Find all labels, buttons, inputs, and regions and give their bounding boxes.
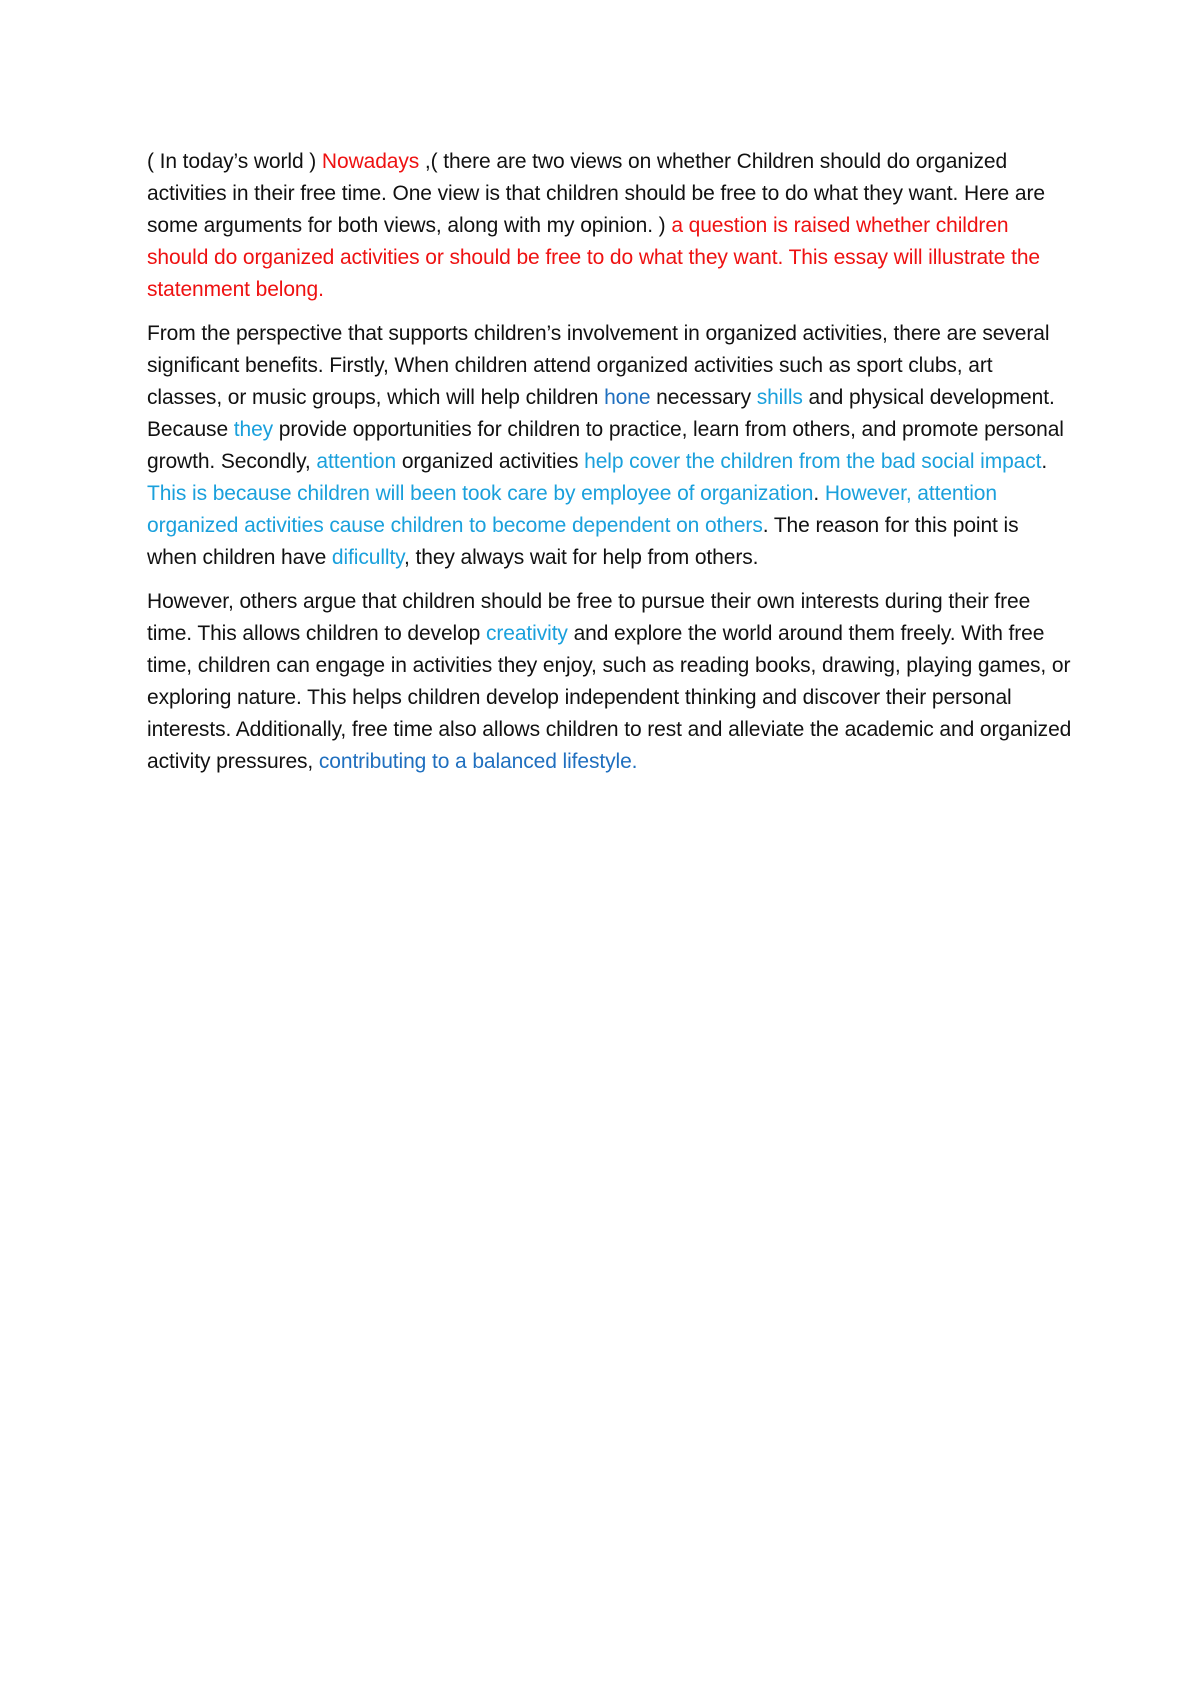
body1-text-5: organized activities <box>396 450 585 473</box>
intro-opening-text: ( In today’s world ) <box>147 150 322 173</box>
body1-text-6: . <box>1041 450 1048 473</box>
body1-text-4: provide opportunities for children to practice, learn from others, and promote personal growth. Secondly, <box>147 418 1064 473</box>
intro-highlight-rewrite: a question is raised whether children should do organized activities or should be free to do what they want. This essay will illustrate the statenment belong. <box>147 214 1041 301</box>
document-page <box>147 146 1072 790</box>
body1-highlight-dependent: However, attention organized activities cause children to become dependent on others <box>147 482 997 537</box>
intro-highlight-nowadays: Nowadays <box>321 150 420 173</box>
body1-text-9: , they always wait for help from others. <box>404 546 759 569</box>
body1-text-1: From the perspective that supports children’s involvement in organized activities, there are several significant benefits. Firstly, When children attend organized activities such as sport clubs, art classes, or music groups, which will help children <box>147 322 1050 409</box>
body1-highlight-attention: attention <box>316 450 397 473</box>
paragraph-introduction <box>147 146 1072 306</box>
body1-highlight-help-cover: help cover the children from the bad social impact <box>584 450 1042 473</box>
body1-text-7: . <box>813 482 825 505</box>
body1-text-2: necessary <box>650 386 757 409</box>
body2-highlight-creativity: creativity <box>485 622 568 645</box>
body2-text-1: However, others argue that children should be free to pursue their own interests during their free time. This allows children to develop <box>147 590 1031 645</box>
body1-highlight-dificullty: dificullty <box>331 546 405 569</box>
body1-text-8: . The reason for this point is when children have <box>147 514 1019 569</box>
body1-text-3: and physical development. Because <box>147 386 1055 441</box>
paragraph-free-time <box>147 586 1072 778</box>
paragraph-organized-activities <box>147 318 1072 574</box>
intro-bracketed-text: ,( there are two views on whether Children should do organized activities in their free time. One view is that children should be free to do what they want. Here are some arguments for both views, along with my opinion. ) <box>147 150 1045 237</box>
body1-highlight-they: they <box>233 418 274 441</box>
body1-highlight-shills: shills <box>756 386 803 409</box>
body2-text-2: and explore the world around them freely. With free time, children can engage in activities they enjoy, such as reading books, drawing, playing games, or exploring nature. This helps children develop independent thinking and discover their personal interests. Additionally, free time also allows children to rest and alleviate the academic and organized activity pressures, <box>147 622 1072 773</box>
body1-highlight-hone: hone <box>604 386 651 409</box>
body2-highlight-balanced-lifestyle: contributing to a balanced lifestyle. <box>318 750 638 773</box>
body1-highlight-took-care: This is because children will been took care by employee of organization <box>147 482 814 505</box>
